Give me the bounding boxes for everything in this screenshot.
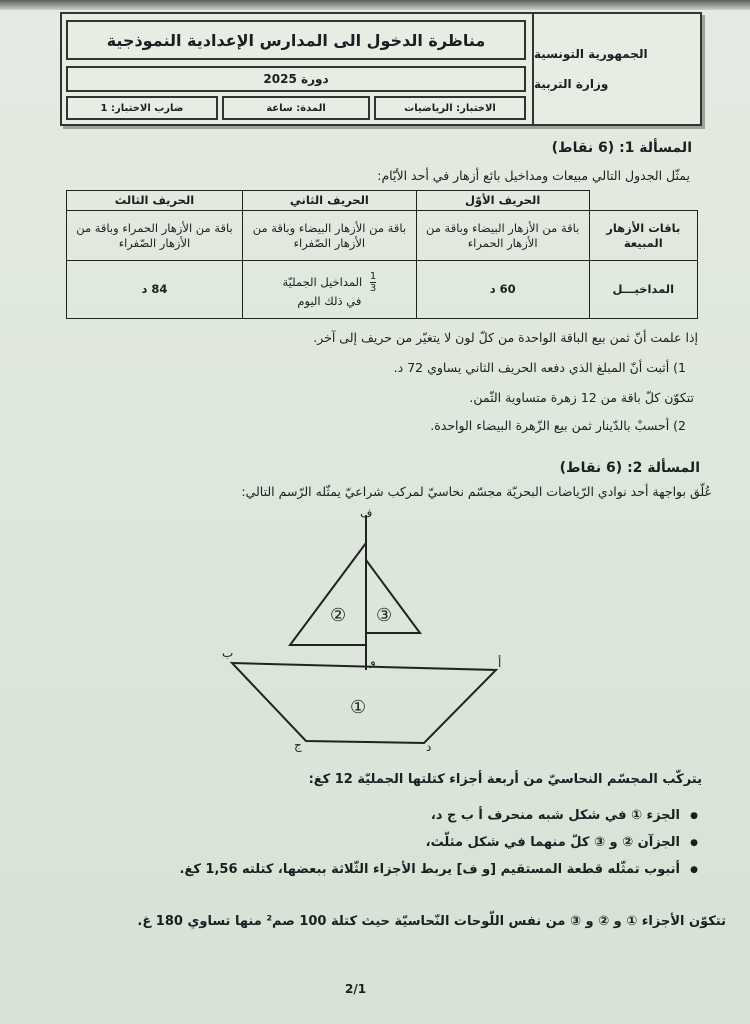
problem2-intro: عُلّق بواجهة أحد نوادي الرّياضات البحريّة مجسّم نحاسيّ لمركب شراعيّ يمثّله الرّسم التالي: xyxy=(241,484,712,499)
row-label-income: المداخيـــل xyxy=(589,261,698,319)
duration-label: المدة: ساعة xyxy=(222,96,370,120)
page-top-edge xyxy=(0,0,750,10)
subject-label: الاختبار: الرياضيات xyxy=(374,96,526,120)
cell-bouquets-client2: باقة من الأزهار البيضاء وباقة من الأزهار الصّفراء xyxy=(242,211,416,261)
header-ministry-box xyxy=(532,14,700,124)
part-2-marker: ② xyxy=(330,605,347,626)
country-name: الجمهورية التونسية xyxy=(534,47,648,61)
cell-income-client1: 60 د xyxy=(416,261,589,319)
sailboat-figure xyxy=(210,505,520,760)
sales-table xyxy=(66,190,698,319)
problem1-q1: 1) أثبت أنّ المبلغ الذي دفعه الحريف الثاني يساوي 72 د. xyxy=(393,360,686,375)
problem1-title: المسألة 1: (6 نقاط) xyxy=(551,140,692,156)
problem1-intro: يمثّل الجدول التالي مبيعات ومداخيل بائع أزهار في أحد الأيّام: xyxy=(377,168,690,183)
page-number: 2/1 xyxy=(345,982,367,996)
fraction-denominator: 3 xyxy=(369,282,377,294)
sail-triangle-2 xyxy=(290,543,366,645)
income-client2-text: المداخيل الجمليّة xyxy=(282,274,363,289)
cell-income-client2 xyxy=(242,261,416,319)
label-F: ف xyxy=(360,506,373,520)
label-J: ج xyxy=(294,738,302,752)
list-item: ● الجزء ① في شكل شبه منحرف أ ب ج د، xyxy=(60,808,680,823)
fraction-one-third xyxy=(370,271,376,294)
label-A: أ xyxy=(498,656,502,670)
col-header-client1: الحريف الأوّل xyxy=(416,191,589,211)
label-D: د xyxy=(426,740,432,754)
list-item: ● أنبوب تمثّله قطعة المستقيم [و ف] يربط الأجزاء الثّلاثة ببعضها، كتلته 1,56 كغ. xyxy=(60,862,680,877)
exam-header xyxy=(60,12,702,126)
label-B: ب xyxy=(222,646,234,660)
row-label-bouquets: باقات الأزهار المبيعة xyxy=(589,211,698,261)
table-corner xyxy=(589,191,698,211)
coefficient-label: ضارب الاختبار: 1 xyxy=(66,96,218,120)
part-3-marker: ③ xyxy=(376,605,393,626)
label-O: و xyxy=(370,654,376,668)
problem2-last: تتكوّن الأجزاء ① و ② و ③ من نفس اللّوحات النّحاسيّة حيث كتلة 100 صم² منها تساوي 180 غ. xyxy=(137,914,726,929)
part-1-marker: ① xyxy=(350,697,367,718)
cell-income-client3: 84 د xyxy=(67,261,243,319)
problem1-q2: 2) أحسبْ بالدّينار ثمن بيع الزّهرة البيضاء الواحدة. xyxy=(430,418,686,433)
list-item: ● الجزآن ② و ③ كلّ منهما في شكل مثلّث، xyxy=(60,835,680,850)
sail-triangle-3 xyxy=(366,560,420,633)
income-client2-text2: في ذلك اليوم xyxy=(297,293,362,308)
cell-bouquets-client1: باقة من الأزهار البيضاء وباقة من الأزهار الحمراء xyxy=(416,211,589,261)
problem1-info: تتكوّن كلّ باقة من 12 زهرة متساوية الثّمن. xyxy=(469,390,694,405)
problem2-lead: يتركّب المجسّم النحاسيّ من أربعة أجزاء كتلتها الجمليّة 12 كغ: xyxy=(308,772,702,787)
ministry-name: وزارة التربية xyxy=(534,77,609,91)
cell-bouquets-client3: باقة من الأزهار الحمراء وباقة من الأزهار الصّفراء xyxy=(67,211,243,261)
contest-title: مناظرة الدخول الى المدارس الإعدادية النموذجية xyxy=(66,20,526,60)
fraction-numerator: 1 xyxy=(369,270,377,282)
session-label: دورة 2025 xyxy=(66,66,526,92)
col-header-client3: الحريف الثالث xyxy=(67,191,243,211)
problem2-title: المسألة 2: (6 نقاط) xyxy=(559,460,700,476)
problem1-note: إذا علمت أنّ ثمن بيع الباقة الواحدة من كلّ لون لا يتغيّر من حريف إلى آخر. xyxy=(313,330,698,345)
col-header-client2: الحريف الثاني xyxy=(242,191,416,211)
parts-list xyxy=(60,808,680,889)
